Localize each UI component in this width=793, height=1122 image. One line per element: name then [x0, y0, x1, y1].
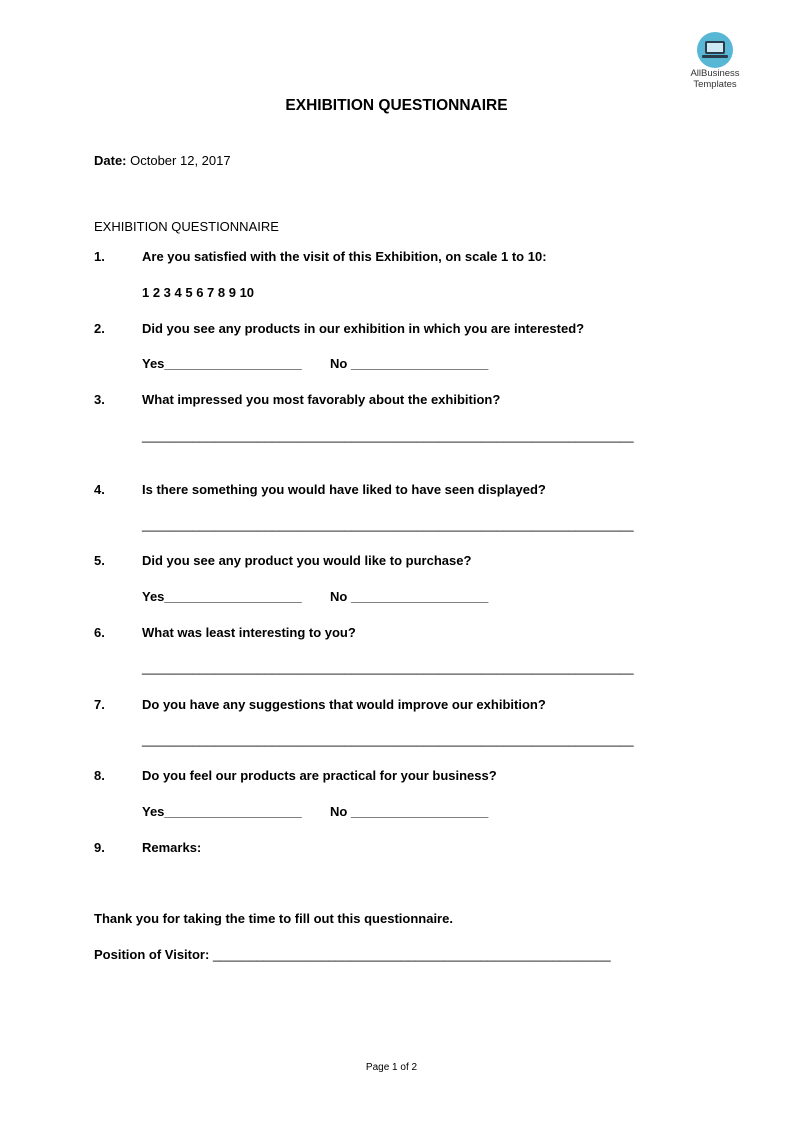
logo-text-line1: AllBusiness [690, 68, 740, 79]
yes-answer-field[interactable]: Yes___________________ [142, 356, 302, 371]
answer-line[interactable]: ____________________________________________________________________ [142, 428, 634, 443]
question-number: 4. [94, 482, 105, 497]
document-title: EXHIBITION QUESTIONNAIRE [285, 97, 508, 114]
yes-answer-field[interactable]: Yes___________________ [142, 589, 302, 604]
thank-you-note: Thank you for taking the time to fill out this questionnaire. [94, 911, 453, 926]
date-label: Date: [94, 153, 127, 168]
question-text: Are you satisfied with the visit of this Exhibition, on scale 1 to 10: [142, 249, 547, 264]
question-number: 1. [94, 249, 105, 264]
position-label: Position of Visitor: [94, 947, 210, 962]
question-text: Remarks: [142, 840, 202, 855]
question-number: 8. [94, 768, 105, 783]
question-number: 6. [94, 625, 105, 640]
section-heading: EXHIBITION QUESTIONNAIRE [94, 219, 279, 234]
question-text: Do you have any suggestions that would improve our exhibition? [142, 697, 546, 712]
logo-text-line2: Templates [693, 79, 737, 90]
no-answer-field[interactable]: No ___________________ [330, 589, 489, 604]
question-number: 9. [94, 840, 105, 855]
question-text: What was least interesting to you? [142, 625, 356, 640]
date-line [94, 153, 231, 168]
no-answer-field[interactable]: No ___________________ [330, 356, 489, 371]
question-text: What impressed you most favorably about the exhibition? [142, 392, 501, 407]
answer-line[interactable]: ____________________________________________________________________ [142, 732, 634, 747]
yes-answer-field[interactable]: Yes___________________ [142, 804, 302, 819]
position-field[interactable]: _______________________________________________________ [209, 947, 611, 962]
position-of-visitor [94, 947, 611, 962]
question-number: 3. [94, 392, 105, 407]
question-number: 2. [94, 321, 105, 336]
question-text: Did you see any products in our exhibition in which you are interested? [142, 321, 585, 336]
answer-line[interactable]: ____________________________________________________________________ [142, 517, 634, 532]
question-text: Is there something you would have liked to have seen displayed? [142, 482, 546, 497]
no-answer-field[interactable]: No ___________________ [330, 804, 489, 819]
answer-line[interactable]: ____________________________________________________________________ [142, 660, 634, 675]
date-value: October 12, 2017 [126, 153, 231, 168]
question-text: Do you feel our products are practical for your business? [142, 768, 497, 783]
laptop-icon [697, 32, 733, 68]
company-logo [686, 32, 744, 90]
question-text: Did you see any product you would like to purchase? [142, 553, 472, 568]
question-number: 5. [94, 553, 105, 568]
question-number: 7. [94, 697, 105, 712]
rating-scale[interactable]: 1 2 3 4 5 6 7 8 9 10 [142, 285, 255, 300]
page-number: Page 1 of 2 [365, 1062, 418, 1073]
